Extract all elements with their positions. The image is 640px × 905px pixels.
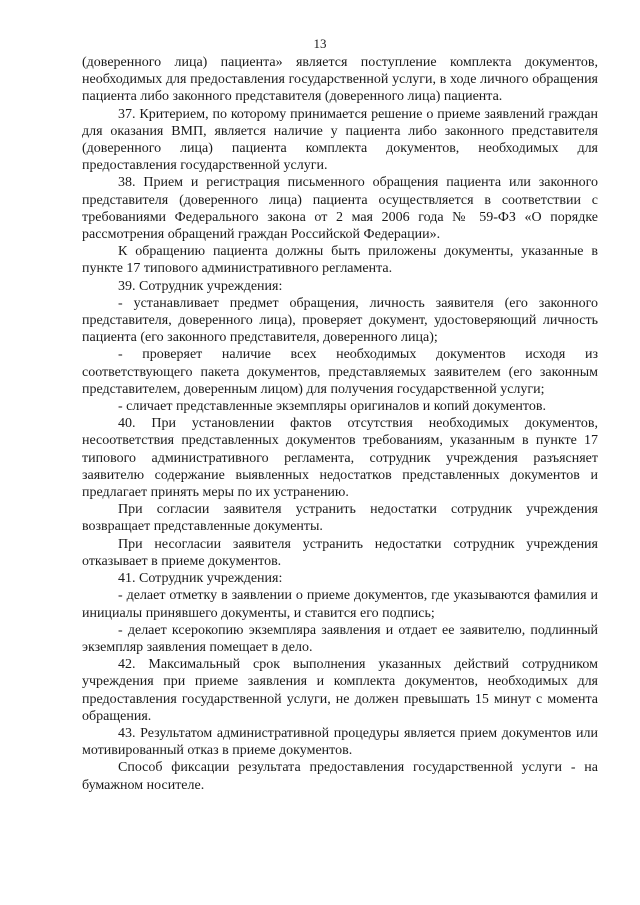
paragraph: 39. Сотрудник учреждения: — [118, 278, 283, 294]
paragraph: - устанавливает предмет обращения, личность заявителя (его законного представителя, доверенного лица), проверяет документ, удостоверяющий личность пациента (его законного представителя, доверенного лица); — [82, 295, 598, 346]
paragraph: 43. Результатом административной процедуры является прием документов или мотивированный отказ в приеме документов. — [82, 725, 598, 759]
paragraph: 40. При установлении фактов отсутствия необходимых документов, несоответствия представленных документов требованиям, указанным в пункте 17 типового административного регламента, сотрудник учреждения разъясняет заявителю содержание выявленных недостатков представленных документов и предлагает принять меры по их устранению. — [82, 416, 598, 501]
paragraph: - делает ксерокопию экземпляра заявления и отдает ее заявителю, подлинный экземпляр заявления помещает в дело. — [82, 622, 598, 655]
document-body — [82, 54, 598, 794]
paragraph: Способ фиксации результата предоставления государственной услуги - на бумажном носителе. — [82, 760, 598, 793]
paragraph: 42. Максимальный срок выполнения указанных действий сотрудником учреждения при приеме заявления и комплекта документов, необходимых для предоставления государственной услуги, не должен превышать 15 минут с момента обращения. — [82, 657, 598, 724]
paragraph: - проверяет наличие всех необходимых документов исходя из соответствующего пакета документов, представляемых заявителем (его законным представителем, доверенным лицом) для получения государственной услуги; — [82, 347, 598, 397]
paragraph: 38. Прием и регистрация письменного обращения пациента или законного представителя (доверенного лица) пациента осуществляется в соответствии с требованиями Федерального закона от 2 мая 2006 года № 59-ФЗ «О порядке рассмотрения обращений граждан Российской Федерации». — [82, 175, 598, 243]
paragraph: - делает отметку в заявлении о приеме документов, где указываются фамилия и инициалы принявшего документы, и ставится его подпись; — [82, 588, 598, 621]
paragraph: - сличает представленные экземпляры оригиналов и копий документов. — [118, 399, 546, 415]
paragraph: (доверенного лица) пациента» является поступление комплекта документов, необходимых для предоставления государственной услуги, в ходе личного обращения пациента либо законного представителя (доверенного лица) пациента. — [82, 55, 598, 105]
paragraph: 37. Критерием, по которому принимается решение о приеме заявлений граждан для оказания ВМП, является наличие у пациента либо законного представителя (доверенного лица) пациента комплекта документов, необходимых для предоставления государственной услуги. — [82, 106, 598, 174]
paragraph: При несогласии заявителя устранить недостатки сотрудник учреждения отказывает в приеме документов. — [82, 536, 598, 569]
page-number: 13 — [313, 36, 327, 51]
paragraph: К обращению пациента должны быть приложены документы, указанные в пункте 17 типового административного регламента. — [82, 244, 598, 277]
paragraph: При согласии заявителя устранить недостатки сотрудник учреждения возвращает представленные документы. — [82, 502, 598, 535]
paragraph: 41. Сотрудник учреждения: — [118, 571, 283, 587]
